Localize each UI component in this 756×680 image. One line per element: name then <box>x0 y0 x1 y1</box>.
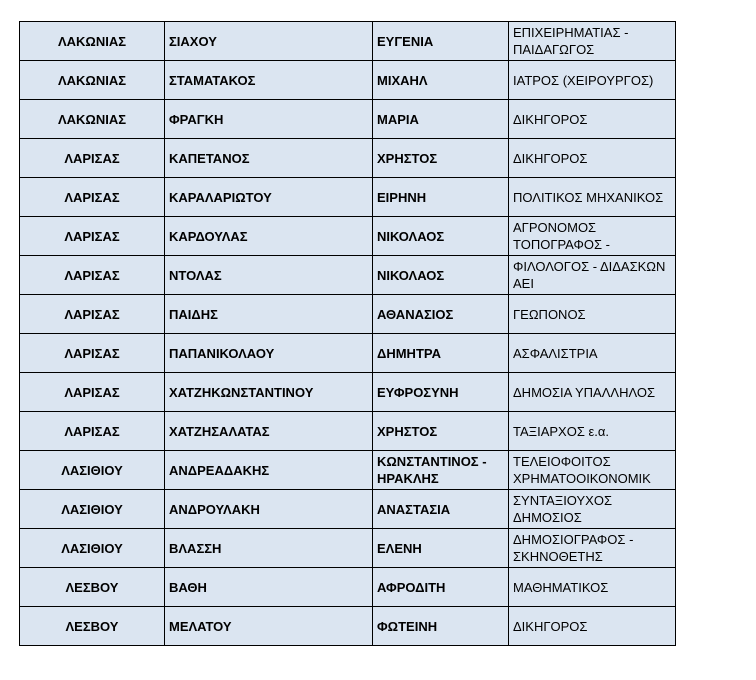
first-name-cell: ΑΦΡΟΔΙΤΗ <box>373 568 509 607</box>
profession-cell: ΑΓΡΟΝΟΜΟΣ ΤΟΠΟΓΡΑΦΟΣ - <box>509 217 676 256</box>
first-name-cell: ΧΡΗΣΤΟΣ <box>373 139 509 178</box>
surname-cell: ΦΡΑΓΚΗ <box>165 100 373 139</box>
profession-cell: ΜΑΘΗΜΑΤΙΚΟΣ <box>509 568 676 607</box>
surname-cell: ΑΝΔΡΟΥΛΑΚΗ <box>165 490 373 529</box>
first-name-cell: ΜΙΧΑΗΛ <box>373 61 509 100</box>
surname-cell: ΚΑΡΔΟΥΛΑΣ <box>165 217 373 256</box>
prefecture-cell: ΛΑΣΙΘΙΟΥ <box>20 451 165 490</box>
table-row <box>20 490 676 529</box>
prefecture-cell: ΛΑΡΙΣΑΣ <box>20 412 165 451</box>
prefecture-cell: ΛΑΚΩΝΙΑΣ <box>20 100 165 139</box>
profession-cell: ΔΙΚΗΓΟΡΟΣ <box>509 139 676 178</box>
table-row <box>20 178 676 217</box>
surname-cell: ΚΑΡΑΛΑΡΙΩΤΟΥ <box>165 178 373 217</box>
surname-cell: ΚΑΠΕΤΑΝΟΣ <box>165 139 373 178</box>
table-row <box>20 100 676 139</box>
table-row <box>20 295 676 334</box>
table-row <box>20 412 676 451</box>
first-name-cell: ΕΥΦΡΟΣΥΝΗ <box>373 373 509 412</box>
profession-cell: ΓΕΩΠΟΝΟΣ <box>509 295 676 334</box>
first-name-cell: ΑΘΑΝΑΣΙΟΣ <box>373 295 509 334</box>
table-row <box>20 373 676 412</box>
profession-cell: ΠΟΛΙΤΙΚΟΣ ΜΗΧΑΝΙΚΟΣ <box>509 178 676 217</box>
table-row <box>20 139 676 178</box>
prefecture-cell: ΛΑΣΙΘΙΟΥ <box>20 490 165 529</box>
surname-cell: ΣΙΑΧΟΥ <box>165 22 373 61</box>
profession-cell: ΙΑΤΡΟΣ (ΧΕΙΡΟΥΡΓΟΣ) <box>509 61 676 100</box>
first-name-cell: ΔΗΜΗΤΡΑ <box>373 334 509 373</box>
prefecture-cell: ΛΑΡΙΣΑΣ <box>20 139 165 178</box>
table-row <box>20 451 676 490</box>
first-name-cell: ΑΝΑΣΤΑΣΙΑ <box>373 490 509 529</box>
table-row <box>20 61 676 100</box>
profession-cell: ΔΙΚΗΓΟΡΟΣ <box>509 100 676 139</box>
first-name-cell: ΜΑΡΙΑ <box>373 100 509 139</box>
profession-cell: ΤΕΛΕΙΟΦΟΙΤΟΣ ΧΡΗΜΑΤΟΟΙΚΟΝΟΜΙΚ <box>509 451 676 490</box>
surname-cell: ΒΛΑΣΣΗ <box>165 529 373 568</box>
candidates-table <box>19 21 676 646</box>
surname-cell: ΒΑΘΗ <box>165 568 373 607</box>
first-name-cell: ΦΩΤΕΙΝΗ <box>373 607 509 646</box>
first-name-cell: ΕΙΡΗΝΗ <box>373 178 509 217</box>
first-name-cell: ΧΡΗΣΤΟΣ <box>373 412 509 451</box>
table-row <box>20 217 676 256</box>
prefecture-cell: ΛΑΚΩΝΙΑΣ <box>20 61 165 100</box>
first-name-cell: ΕΥΓΕΝΙΑ <box>373 22 509 61</box>
profession-cell: ΤΑΞΙΑΡΧΟΣ ε.α. <box>509 412 676 451</box>
profession-cell: ΦΙΛΟΛΟΓΟΣ - ΔΙΔΑΣΚΩΝ ΑΕΙ <box>509 256 676 295</box>
surname-cell: ΝΤΟΛΑΣ <box>165 256 373 295</box>
table-row <box>20 568 676 607</box>
profession-cell: ΣΥΝΤΑΞΙΟΥΧΟΣ ΔΗΜΟΣΙΟΣ <box>509 490 676 529</box>
profession-cell: ΔΙΚΗΓΟΡΟΣ <box>509 607 676 646</box>
profession-cell: ΕΠΙΧΕΙΡΗΜΑΤΙΑΣ - ΠΑΙΔΑΓΩΓΟΣ <box>509 22 676 61</box>
prefecture-cell: ΛΑΡΙΣΑΣ <box>20 295 165 334</box>
table-row <box>20 22 676 61</box>
first-name-cell: ΕΛΕΝΗ <box>373 529 509 568</box>
prefecture-cell: ΛΑΣΙΘΙΟΥ <box>20 529 165 568</box>
prefecture-cell: ΛΑΡΙΣΑΣ <box>20 217 165 256</box>
first-name-cell: ΚΩΝΣΤΑΝΤΙΝΟΣ - ΗΡΑΚΛΗΣ <box>373 451 509 490</box>
table-row <box>20 256 676 295</box>
surname-cell: ΜΕΛΑΤΟΥ <box>165 607 373 646</box>
first-name-cell: ΝΙΚΟΛΑΟΣ <box>373 217 509 256</box>
surname-cell: ΑΝΔΡΕΑΔΑΚΗΣ <box>165 451 373 490</box>
surname-cell: ΠΑΠΑΝΙΚΟΛΑΟΥ <box>165 334 373 373</box>
prefecture-cell: ΛΕΣΒΟΥ <box>20 607 165 646</box>
surname-cell: ΧΑΤΖΗΣΑΛΑΤΑΣ <box>165 412 373 451</box>
surname-cell: ΧΑΤΖΗΚΩΝΣΤΑΝΤΙΝΟΥ <box>165 373 373 412</box>
table-row <box>20 334 676 373</box>
prefecture-cell: ΛΑΡΙΣΑΣ <box>20 256 165 295</box>
profession-cell: ΔΗΜΟΣΙΑ ΥΠΑΛΛΗΛΟΣ <box>509 373 676 412</box>
prefecture-cell: ΛΑΡΙΣΑΣ <box>20 334 165 373</box>
prefecture-cell: ΛΑΡΙΣΑΣ <box>20 178 165 217</box>
surname-cell: ΠΑΙΔΗΣ <box>165 295 373 334</box>
profession-cell: ΑΣΦΑΛΙΣΤΡΙΑ <box>509 334 676 373</box>
prefecture-cell: ΛΑΡΙΣΑΣ <box>20 373 165 412</box>
surname-cell: ΣΤΑΜΑΤΑΚΟΣ <box>165 61 373 100</box>
first-name-cell: ΝΙΚΟΛΑΟΣ <box>373 256 509 295</box>
table-row <box>20 529 676 568</box>
prefecture-cell: ΛΕΣΒΟΥ <box>20 568 165 607</box>
table-body <box>20 22 676 646</box>
prefecture-cell: ΛΑΚΩΝΙΑΣ <box>20 22 165 61</box>
table-row <box>20 607 676 646</box>
profession-cell: ΔΗΜΟΣΙΟΓΡΑΦΟΣ - ΣΚΗΝΟΘΕΤΗΣ <box>509 529 676 568</box>
